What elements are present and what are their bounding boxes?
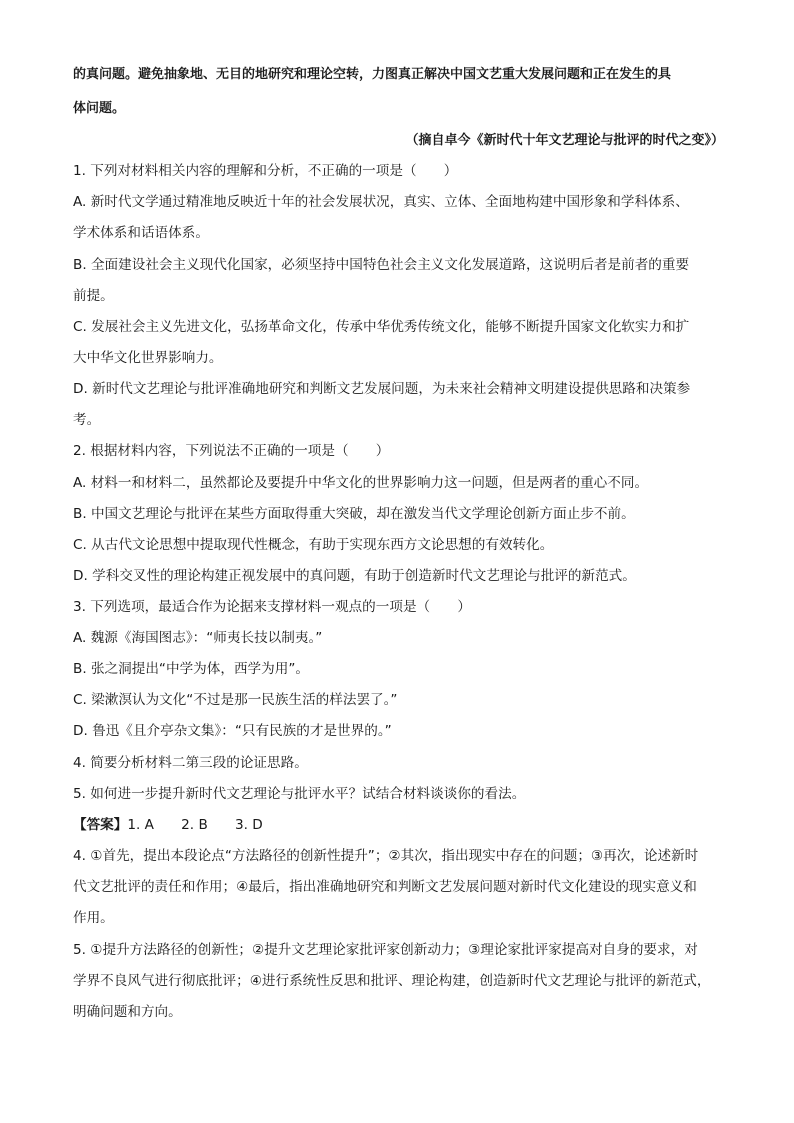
answer-choices: 1. A 2. B 3. D [127,817,263,833]
question-1-option-a: A. 新时代文学通过精准地反映近十年的社会发展状况，真实、立体、全面地构建中国形象和学科体系、 [73,194,689,210]
question-3-option-b: B. 张之洞提出“中学为体，西学为用”。 [73,661,309,677]
question-3-option-c: C. 梁漱溟认为文化“不过是那一民族生活的样法罢了。” [73,692,398,708]
question-1-option-c-cont: 大中华文化世界影响力。 [73,350,223,366]
answer-tag: 【答案】 [73,817,128,833]
intro-line-1: 的真问题。避免抽象地、无目的地研究和理论空转，力图真正解决中国文艺重大发展问题和正在发生的具 [73,67,672,82]
question-1-option-a-cont: 学术体系和话语体系。 [73,225,209,241]
question-1-option-b-cont: 前提。 [73,288,114,304]
answer-5-line-3: 明确问题和方向。 [73,1004,182,1020]
question-2-option-b: B. 中国文艺理论与批评在某些方面取得重大突破，却在激发当代文学理论创新方面止步不前。 [73,506,635,522]
question-1-option-c: C. 发展社会主义先进文化，弘扬革命文化，传承中华优秀传统文化，能够不断提升国家文化软实力和扩 [73,319,690,335]
question-5-stem: 5. 如何进一步提升新时代文艺理论与批评水平？试结合材料谈谈你的看法。 [73,786,526,802]
answer-5-line-2: 学界不良风气进行彻底批评；④进行系统性反思和批评、理论构建，创造新时代文艺理论与批评的新范式， [73,973,711,989]
question-1-option-d: D. 新时代文艺理论与批评准确地研究和判断文艺发展问题，为未来社会精神文明建设提供思路和决策参 [73,381,691,397]
answer-4-line-1: 4. ①首先，提出本段论点“方法路径的创新性提升”；②其次，指出现实中存在的问题；③再次，论述新时 [73,848,699,864]
question-1-option-b: B. 全面建设社会主义现代化国家，必须坚持中国特色社会主义文化发展道路，这说明后者是前者的重要 [73,257,690,273]
source-citation: （摘自卓今《新时代十年文艺理论与批评的时代之变》） [405,133,724,148]
question-2-stem: 2. 根据材料内容，下列说法不正确的一项是（ ） [73,443,390,459]
question-2-option-d: D. 学科交叉性的理论构建正视发展中的真问题，有助于创造新时代文艺理论与批评的新范式。 [73,568,636,584]
question-3-stem: 3. 下列选项，最适合作为论据来支撑材料一观点的一项是（ ） [73,599,471,615]
intro-line-2: 体问题。 [73,101,126,116]
answer-choices-row [73,816,263,834]
question-3-option-d: D. 鲁迅《且介亭杂文集》：“只有民族的才是世界的。” [73,723,392,739]
question-3-option-a: A. 魏源《海国图志》：“师夷长技以制夷。” [73,630,323,646]
answer-5-line-1: 5. ①提升方法路径的创新性；②提升文艺理论家批评家创新动力；③理论家批评家提高对自身的要求，对 [73,942,698,958]
question-1-stem: 1. 下列对材料相关内容的理解和分析，不正确的一项是（ ） [73,163,458,179]
question-2-option-a: A. 材料一和材料二，虽然都论及要提升中华文化的世界影响力这一问题，但是两者的重心不同。 [73,475,649,491]
answer-4-line-3: 作用。 [73,910,114,926]
answer-4-line-2: 代文艺批评的责任和作用；④最后，指出准确地研究和判断文艺发展问题对新时代文化建设的现实意义和 [73,879,697,895]
question-1-option-d-cont: 考。 [73,412,101,428]
question-4-stem: 4. 简要分析材料二第三段的论证思路。 [73,755,308,771]
question-2-option-c: C. 从古代文论思想中提取现代性概念，有助于实现东西方文论思想的有效转化。 [73,537,554,553]
